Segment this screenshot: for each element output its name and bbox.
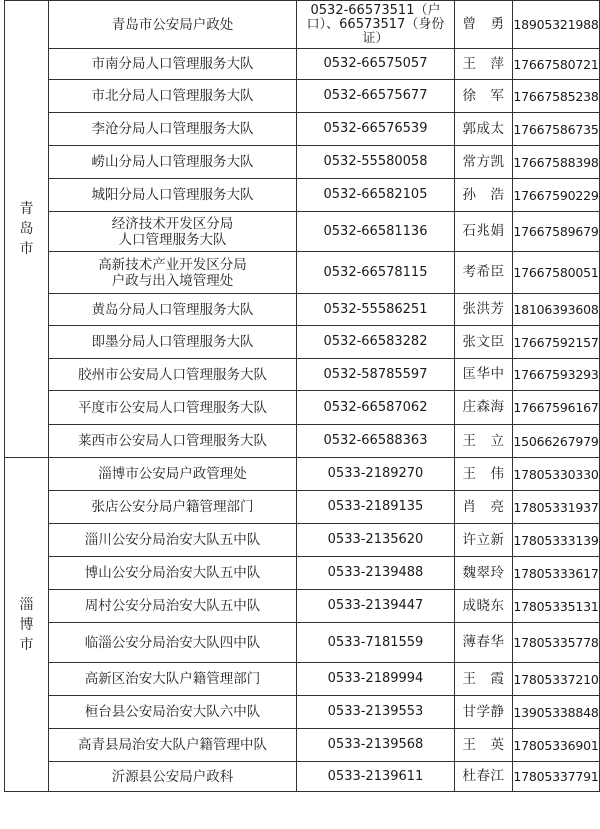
mobile-text: 17805335778 [513,635,599,650]
office-text: 市北分局人口管理服务大队 [91,88,254,104]
table-row [5,212,600,252]
office-text: 周村公安分局治安大队五中队 [84,598,261,614]
city-cell [5,458,49,792]
phone-text: 0533-2189994 [327,671,424,686]
office-cell [49,458,297,491]
office-text: 经济技术开发区分局 人口管理服务大队 [111,215,234,248]
office-text: 城阳分局人口管理服务大队 [91,187,254,203]
person-cell [455,663,513,696]
mobile-cell [513,179,600,212]
mobile-text: 17805330330 [513,466,599,482]
phone-cell [297,359,455,391]
person-cell [455,179,513,212]
phone-text: 0533-2139568 [327,737,424,752]
phone-text: 0532-66583282 [323,334,428,349]
phone-text: 0532-55586251 [323,301,428,317]
contact-table-body [5,1,600,792]
mobile-cell [513,80,600,113]
mobile-text: 13905338848 [513,704,599,720]
mobile-cell [513,359,600,391]
table-row [5,524,600,557]
mobile-cell [513,491,600,524]
office-cell [49,391,297,425]
phone-cell [297,294,455,326]
phone-text: 0532-66582105 [323,187,428,202]
person-text: 庄森海 [462,399,505,415]
phone-text: 0532-66581136 [323,223,428,239]
mobile-text: 17667590229 [513,187,599,203]
office-text: 高新技术产业开发区分局 户政与出入境管理处 [98,256,247,289]
person-cell [455,212,513,252]
person-cell [455,623,513,663]
person-cell [455,146,513,179]
mobile-cell [513,146,600,179]
office-text: 高青县局治安大队户籍管理中队 [78,737,267,753]
office-cell [49,729,297,762]
mobile-text: 17667589679 [513,224,599,239]
office-text: 青岛市公安局户政处 [111,16,234,33]
phone-cell [297,1,455,49]
table-row [5,425,600,458]
mobile-text: 17667588398 [513,154,599,170]
table-row [5,458,600,491]
office-text: 胶州市公安局人口管理服务大队 [78,366,267,383]
office-cell [49,80,297,113]
mobile-text: 17667580051 [513,265,599,280]
office-cell [49,696,297,729]
phone-cell [297,557,455,590]
mobile-cell [513,425,600,458]
person-cell [455,80,513,113]
person-cell [455,1,513,49]
mobile-text: 18905321988 [513,17,599,32]
phone-text: 0532-58785597 [323,366,428,382]
office-cell [49,557,297,590]
phone-text: 0533-2189135 [327,499,424,514]
mobile-cell [513,623,600,663]
person-cell [455,557,513,590]
phone-text: 0532-66578115 [323,264,428,280]
phone-text: 0533-2135620 [327,532,424,547]
phone-cell [297,252,455,294]
phone-cell [297,623,455,663]
office-cell [49,252,297,294]
person-text: 孙 浩 [462,186,505,203]
mobile-cell [513,696,600,729]
phone-text: 0533-2139447 [327,598,424,613]
office-cell [49,762,297,792]
office-cell [49,326,297,359]
person-cell [455,113,513,146]
person-text: 匡华中 [462,366,505,382]
mobile-cell [513,590,600,623]
table-row [5,663,600,696]
mobile-cell [513,113,600,146]
mobile-cell [513,49,600,80]
office-text: 崂山分局人口管理服务大队 [91,154,254,170]
table-row [5,49,600,80]
mobile-cell [513,458,600,491]
phone-text: 0532-66575677 [323,88,428,103]
mobile-text: 18106393608 [513,302,599,317]
phone-cell [297,458,455,491]
phone-text: 0532-66575057 [323,56,428,71]
office-text: 淄博市公安局户政管理处 [98,466,247,482]
person-cell [455,590,513,623]
table-row [5,491,600,524]
person-text: 徐 军 [462,87,505,104]
person-text: 王 霞 [462,670,505,687]
phone-cell [297,80,455,113]
person-text: 石兆娟 [462,223,505,239]
office-text: 临淄公安分局治安大队四中队 [84,634,261,651]
phone-text: 0533-7181559 [327,634,424,650]
table-row [5,1,600,49]
office-cell [49,212,297,252]
phone-cell [297,212,455,252]
mobile-text: 15066267979 [513,433,599,449]
office-cell [49,524,297,557]
mobile-cell [513,326,600,359]
person-text: 张洪芳 [462,301,505,317]
person-text: 曾 勇 [462,16,505,32]
office-text: 平度市公安局人口管理服务大队 [78,399,267,416]
phone-text: 0533-2139553 [327,704,424,719]
person-text: 王 萍 [462,55,505,72]
phone-cell [297,663,455,696]
person-cell [455,491,513,524]
office-text: 莱西市公安局人口管理服务大队 [78,433,267,449]
mobile-text: 17805337791 [513,769,599,784]
mobile-text: 17805333139 [513,532,599,548]
table-row [5,557,600,590]
person-text: 张文臣 [462,333,505,350]
phone-text: 0533-2139611 [327,768,424,784]
office-text: 黄岛分局人口管理服务大队 [91,301,254,318]
office-cell [49,359,297,391]
mobile-cell [513,252,600,294]
person-text: 王 立 [462,432,505,449]
mobile-text: 17805331937 [513,499,599,515]
person-text: 魏翠玲 [462,564,505,581]
table-row [5,179,600,212]
phone-text: 0532-66573511（户口）、66573517（身份证） [306,2,445,46]
mobile-text: 17805333617 [513,565,599,581]
person-text: 成晓东 [462,597,505,614]
table-row [5,623,600,663]
phone-cell [297,491,455,524]
phone-cell [297,590,455,623]
person-cell [455,252,513,294]
table-row [5,359,600,391]
person-cell [455,729,513,762]
office-text: 即墨分局人口管理服务大队 [91,334,254,350]
office-cell [49,663,297,696]
office-text: 桓台县公安局治安大队六中队 [84,704,261,720]
person-text: 常方凯 [462,153,505,170]
mobile-text: 17667580721 [513,56,599,72]
person-text: 甘学静 [462,703,505,720]
person-cell [455,425,513,458]
phone-text: 0532-66587062 [323,399,428,415]
phone-cell [297,49,455,80]
mobile-text: 17667592157 [513,334,599,350]
phone-cell [297,762,455,792]
phone-cell [297,524,455,557]
office-cell [49,491,297,524]
mobile-cell [513,524,600,557]
contact-table [4,0,600,792]
table-row [5,391,600,425]
mobile-cell [513,663,600,696]
office-text: 高新区治安大队户籍管理部门 [84,671,261,687]
phone-text: 0532-66576539 [323,121,428,136]
office-cell [49,113,297,146]
person-text: 许立新 [462,531,505,548]
table-row [5,146,600,179]
city-name: 青岛市 [19,201,34,257]
table-row [5,729,600,762]
office-cell [49,590,297,623]
mobile-text: 17805337210 [513,671,599,687]
phone-cell [297,696,455,729]
city-cell [5,1,49,458]
table-row [5,80,600,113]
mobile-cell [513,294,600,326]
phone-cell [297,179,455,212]
office-cell [49,179,297,212]
mobile-cell [513,391,600,425]
phone-cell [297,326,455,359]
table-row [5,762,600,792]
phone-cell [297,146,455,179]
person-text: 肖 亮 [462,498,505,515]
mobile-text: 17667596167 [513,400,599,415]
person-cell [455,762,513,792]
mobile-text: 17805336901 [513,737,599,753]
person-cell [455,458,513,491]
table-row [5,590,600,623]
person-cell [455,696,513,729]
mobile-cell [513,212,600,252]
mobile-text: 17805335131 [513,598,599,614]
person-cell [455,391,513,425]
office-text: 李沧分局人口管理服务大队 [91,121,254,137]
mobile-cell [513,1,600,49]
office-cell [49,294,297,326]
table-row [5,326,600,359]
office-text: 淄川公安分局治安大队五中队 [84,532,261,548]
phone-cell [297,391,455,425]
person-cell [455,294,513,326]
city-name: 淄博市 [19,596,34,653]
office-text: 市南分局人口管理服务大队 [91,56,254,72]
office-cell [49,146,297,179]
office-cell [49,623,297,663]
person-cell [455,359,513,391]
phone-cell [297,425,455,458]
person-cell [455,49,513,80]
mobile-text: 17667586735 [513,121,599,137]
office-text: 博山公安分局治安大队五中队 [84,565,261,581]
person-cell [455,524,513,557]
mobile-text: 17667585238 [513,88,599,104]
person-text: 王 伟 [462,465,505,482]
phone-cell [297,113,455,146]
person-text: 杜春江 [462,768,505,784]
office-text: 张店公安分局户籍管理部门 [91,499,254,515]
mobile-cell [513,762,600,792]
table-row [5,113,600,146]
table-row [5,696,600,729]
table-row [5,294,600,326]
person-text: 王 英 [462,736,505,753]
phone-cell [297,729,455,762]
office-cell [49,425,297,458]
office-text: 沂源县公安局户政科 [111,768,234,785]
phone-text: 0532-66588363 [323,433,428,448]
office-cell [49,49,297,80]
person-text: 薄春华 [462,634,505,650]
phone-text: 0532-55580058 [323,154,428,169]
phone-text: 0533-2189270 [327,466,424,481]
phone-text: 0533-2139488 [327,565,424,580]
mobile-text: 17667593293 [513,367,599,382]
mobile-cell [513,557,600,590]
office-cell [49,1,297,49]
table-row [5,252,600,294]
person-cell [455,326,513,359]
mobile-cell [513,729,600,762]
person-text: 考希臣 [462,264,505,280]
person-text: 郭成太 [462,120,505,137]
